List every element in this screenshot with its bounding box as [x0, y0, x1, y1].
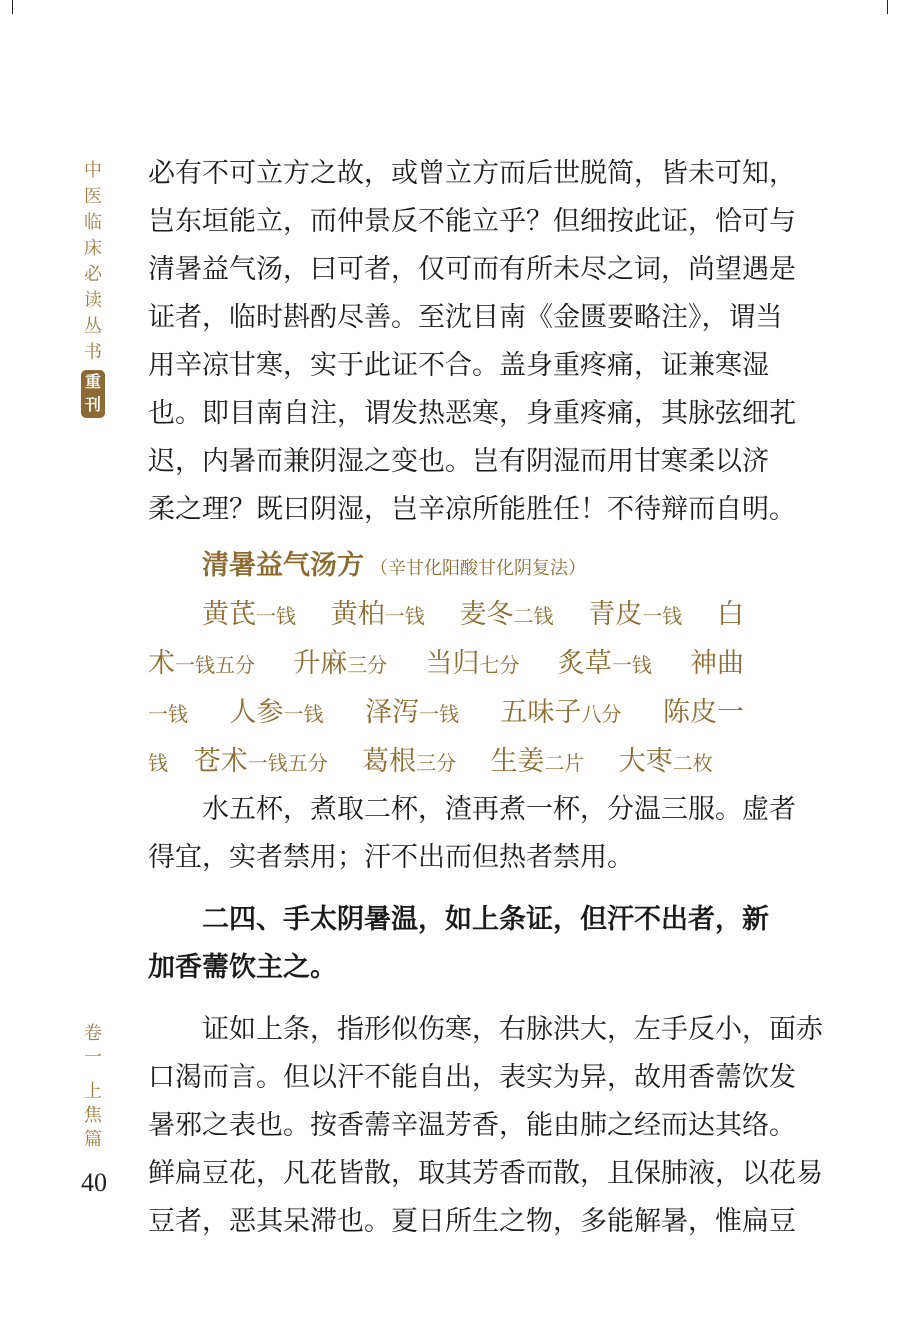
text-line: 暑邪之表也。按香薷辛温芳香，能由肺之经而达其络。 — [148, 1110, 796, 1141]
series-char: 读 — [84, 290, 102, 311]
text-line: 豆者，恶其呆滞也。夏日所生之物，多能解暑，惟扁豆 — [148, 1206, 796, 1237]
herb-item: 一钱 — [148, 702, 188, 726]
volume-section-vertical — [80, 1022, 106, 1152]
section-char: 篇 — [84, 1129, 102, 1150]
series-char: 中 — [84, 160, 102, 181]
herb-item: 青皮一钱 — [588, 599, 683, 630]
page-body — [148, 150, 823, 1246]
text-line: 口渴而言。但以汗不能自出，表实为异，故用香薷饮发 — [148, 1062, 796, 1093]
series-char: 丛 — [84, 316, 102, 337]
reprint-seal — [81, 370, 105, 418]
page-number: 40 — [81, 1168, 107, 1197]
ingredient-line — [148, 737, 744, 786]
herb-item: 炙草一钱 — [557, 648, 652, 679]
series-char: 必 — [84, 264, 102, 285]
text-line: 鲜扁豆花，凡花皆散，取其芳香而散，且保肺液，以花易 — [148, 1158, 823, 1189]
herb-item: 人参一钱 — [229, 697, 324, 728]
crop-mark-left — [12, 0, 13, 14]
text-line: 岂东垣能立，而仲景反不能立乎？但细按此证，恰可与 — [148, 206, 796, 237]
text-line: 清暑益气汤，曰可者，仅可而有所未尽之词，尚望遇是 — [148, 254, 796, 285]
seal-char: 刊 — [84, 395, 101, 414]
ingredient-line — [148, 688, 744, 737]
text-line: 也。即目南自注，谓发热恶寒，身重疼痛，其脉弦细芤 — [148, 398, 796, 429]
section-char: 焦 — [84, 1105, 102, 1126]
herb-item: 黄芪一钱 — [202, 599, 296, 630]
herb-item: 神曲 — [690, 648, 744, 679]
clause-heading — [148, 896, 769, 992]
spacer — [80, 1070, 106, 1080]
herb-item: 苍术一钱五分 — [193, 746, 328, 777]
text-line: 必有不可立方之故，或曾立方而后世脱简，皆未可知， — [148, 158, 796, 189]
series-char: 床 — [84, 238, 102, 259]
herb-item: 白 — [717, 599, 744, 630]
section-char: 上 — [84, 1081, 102, 1102]
prescription-ingredients — [148, 590, 744, 786]
text-line: 用辛凉甘寒，实于此证不合。盖身重疼痛，证兼寒湿 — [148, 350, 769, 381]
crop-mark-right — [887, 0, 888, 14]
prescription-title: 清暑益气汤方 — [202, 550, 364, 581]
ingredient-line — [148, 590, 744, 639]
herb-item: 陈皮一 — [663, 697, 744, 728]
series-title-vertical — [80, 158, 106, 418]
herb-item: 升麻三分 — [293, 648, 388, 679]
prescription-heading — [148, 542, 744, 590]
series-char: 临 — [84, 212, 102, 233]
text-line: 柔之理？既曰阴湿，岂辛凉所能胜任！不待辩而自明。 — [148, 494, 796, 525]
herb-item: 大枣二枚 — [618, 746, 713, 777]
text-line: 得宜，实者禁用；汗不出而但热者禁用。 — [148, 842, 634, 873]
text-line: 水五杯，煮取二杯，渣再煮一杯，分温三服。虚者 — [202, 794, 796, 825]
text-line: 证者，临时斟酌尽善。至沈目南《金匮要略注》，谓当 — [148, 302, 783, 333]
text-line: 二四、手太阴暑温，如上条证，但汗不出者，新 — [202, 904, 769, 935]
text-line: 迟，内暑而兼阴湿之变也。岂有阴湿而用甘寒柔以济 — [148, 446, 769, 477]
herb-item: 钱 — [148, 751, 168, 775]
herb-item: 泽泻一钱 — [365, 697, 459, 728]
paragraph-explanation — [148, 1006, 823, 1246]
herb-item: 当归七分 — [425, 648, 520, 679]
paragraph-commentary — [148, 150, 796, 534]
herb-item: 生姜二片 — [490, 746, 585, 777]
herb-item: 麦冬二钱 — [459, 599, 554, 630]
herb-item: 术一钱五分 — [148, 648, 255, 679]
text-line: 证如上条，指形似伤寒，右脉洪大，左手反小，面赤 — [202, 1014, 823, 1045]
herb-item: 五味子八分 — [500, 697, 622, 728]
text-line: 加香薷饮主之。 — [148, 952, 337, 983]
prescription-subtitle: （辛甘化阳酸甘化阴复法） — [370, 558, 586, 579]
volume-char: 一 — [84, 1047, 102, 1068]
herb-item: 葛根三分 — [362, 746, 457, 777]
series-char: 医 — [84, 186, 102, 207]
seal-char: 重 — [84, 372, 101, 391]
series-char: 书 — [84, 342, 102, 363]
paragraph-administration — [148, 786, 796, 882]
ingredient-line — [148, 639, 744, 688]
herb-item: 黄柏一钱 — [330, 599, 425, 630]
volume-char: 卷 — [84, 1023, 102, 1044]
